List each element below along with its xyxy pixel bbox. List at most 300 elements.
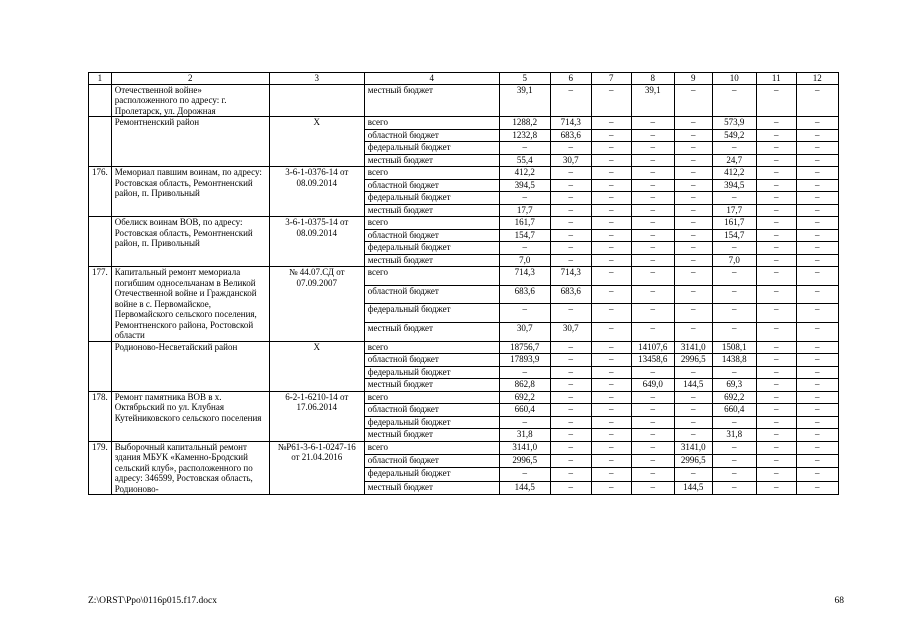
amount-cell: – <box>674 129 712 142</box>
amount-cell: – <box>756 454 796 467</box>
amount-cell: – <box>674 322 712 341</box>
amount-cell: – <box>591 304 631 323</box>
table-row <box>89 441 839 454</box>
amount-cell: – <box>674 217 712 230</box>
amount-cell: – <box>674 304 712 323</box>
amount-cell: – <box>631 254 674 267</box>
amount-cell: 18756,7 <box>499 341 550 354</box>
amount-cell: – <box>756 391 796 404</box>
document-number: №Р61-3-6-1-0247-16 от 21.04.2016 <box>269 441 364 495</box>
amount-cell: – <box>796 454 838 467</box>
table-row <box>89 117 839 130</box>
amount-cell: – <box>591 204 631 217</box>
amount-cell: – <box>796 117 838 130</box>
document-number: 3-6-1-0376-14 от 08.09.2014 <box>269 167 364 217</box>
funding-source: всего <box>364 391 499 404</box>
amount-cell: – <box>631 117 674 130</box>
header-row <box>89 73 839 85</box>
amount-cell: – <box>550 416 591 429</box>
funding-source: федеральный бюджет <box>364 142 499 155</box>
amount-cell: – <box>631 242 674 255</box>
document-number: Х <box>269 341 364 391</box>
amount-cell: – <box>499 304 550 323</box>
amount-cell: – <box>631 366 674 379</box>
amount-cell: – <box>550 429 591 442</box>
funding-source: местный бюджет <box>364 154 499 167</box>
amount-cell: 7,0 <box>712 254 756 267</box>
amount-cell: – <box>712 366 756 379</box>
amount-cell: – <box>591 341 631 354</box>
amount-cell: – <box>631 267 674 286</box>
amount-cell: – <box>591 242 631 255</box>
amount-cell: 573,9 <box>712 117 756 130</box>
amount-cell: – <box>591 404 631 417</box>
amount-cell: – <box>631 154 674 167</box>
amount-cell: – <box>591 354 631 367</box>
row-number: 179. <box>89 441 112 495</box>
amount-cell: – <box>591 254 631 267</box>
amount-cell: – <box>674 404 712 417</box>
amount-cell: – <box>591 379 631 392</box>
amount-cell: – <box>631 404 674 417</box>
amount-cell: 394,5 <box>712 179 756 192</box>
object-name: Родионово-Несветайский район <box>111 341 269 391</box>
amount-cell: – <box>631 429 674 442</box>
amount-cell: – <box>796 304 838 323</box>
amount-cell: – <box>591 441 631 454</box>
amount-cell: 154,7 <box>499 229 550 242</box>
amount-cell: – <box>591 142 631 155</box>
amount-cell: – <box>756 142 796 155</box>
amount-cell: – <box>631 285 674 304</box>
amount-cell: – <box>796 416 838 429</box>
funding-source: федеральный бюджет <box>364 242 499 255</box>
amount-cell: – <box>631 304 674 323</box>
funding-source: областной бюджет <box>364 179 499 192</box>
header-cell: 10 <box>712 73 756 85</box>
amount-cell: 17893,9 <box>499 354 550 367</box>
amount-cell: – <box>796 192 838 205</box>
amount-cell: – <box>756 204 796 217</box>
amount-cell: – <box>591 129 631 142</box>
amount-cell: – <box>756 84 796 117</box>
funding-source: областной бюджет <box>364 129 499 142</box>
amount-cell: – <box>674 429 712 442</box>
amount-cell: – <box>499 468 550 481</box>
amount-cell: – <box>550 481 591 494</box>
amount-cell: – <box>756 154 796 167</box>
amount-cell: 394,5 <box>499 179 550 192</box>
amount-cell: – <box>756 267 796 286</box>
amount-cell: – <box>756 192 796 205</box>
amount-cell: – <box>756 242 796 255</box>
document-number <box>269 84 364 117</box>
amount-cell: – <box>796 179 838 192</box>
amount-cell: – <box>674 204 712 217</box>
amount-cell: – <box>631 167 674 180</box>
amount-cell: 714,3 <box>550 117 591 130</box>
funding-source: всего <box>364 217 499 230</box>
amount-cell: – <box>756 254 796 267</box>
amount-cell: – <box>591 179 631 192</box>
amount-cell: – <box>674 179 712 192</box>
funding-source: всего <box>364 267 499 286</box>
amount-cell: – <box>796 204 838 217</box>
object-name: Мемориал павшим воинам, по адресу: Ростовская область, Ремонтненский район, п. Привольный <box>111 167 269 217</box>
amount-cell: – <box>591 285 631 304</box>
amount-cell: – <box>631 322 674 341</box>
funding-source: всего <box>364 341 499 354</box>
amount-cell: – <box>550 84 591 117</box>
amount-cell: – <box>712 454 756 467</box>
amount-cell: – <box>591 468 631 481</box>
amount-cell: – <box>550 167 591 180</box>
funding-source: местный бюджет <box>364 481 499 494</box>
amount-cell: – <box>674 242 712 255</box>
amount-cell: – <box>550 354 591 367</box>
amount-cell: – <box>550 192 591 205</box>
amount-cell: – <box>550 142 591 155</box>
amount-cell: – <box>550 242 591 255</box>
amount-cell: – <box>796 354 838 367</box>
amount-cell: 660,4 <box>712 404 756 417</box>
amount-cell: 17,7 <box>712 204 756 217</box>
amount-cell: – <box>756 481 796 494</box>
amount-cell: – <box>499 416 550 429</box>
amount-cell: – <box>712 468 756 481</box>
object-name: Обелиск воинам ВОВ, по адресу: Ростовская область, Ремонтненский район, п. Привольный <box>111 217 269 267</box>
amount-cell: 24,7 <box>712 154 756 167</box>
header-cell: 11 <box>756 73 796 85</box>
amount-cell: 39,1 <box>499 84 550 117</box>
funding-source: федеральный бюджет <box>364 416 499 429</box>
amount-cell: – <box>674 229 712 242</box>
amount-cell: – <box>796 391 838 404</box>
amount-cell: – <box>550 179 591 192</box>
header-cell: 3 <box>269 73 364 85</box>
amount-cell: – <box>674 154 712 167</box>
amount-cell: – <box>631 481 674 494</box>
amount-cell: 683,6 <box>499 285 550 304</box>
amount-cell: 3141,0 <box>499 441 550 454</box>
table-row <box>89 341 839 354</box>
amount-cell: – <box>550 229 591 242</box>
amount-cell: – <box>591 192 631 205</box>
object-name: Ремонт памятника ВОВ в х. Октябрьский по ул. Клубная Кутейниковского сельского поселения <box>111 391 269 441</box>
amount-cell: 412,2 <box>499 167 550 180</box>
row-number: 177. <box>89 267 112 342</box>
amount-cell: 144,5 <box>674 481 712 494</box>
amount-cell: – <box>631 468 674 481</box>
amount-cell: 412,2 <box>712 167 756 180</box>
funding-source: местный бюджет <box>364 84 499 117</box>
amount-cell: – <box>756 379 796 392</box>
amount-cell: 69,3 <box>712 379 756 392</box>
page-number: 68 <box>834 596 844 606</box>
amount-cell: 30,7 <box>550 322 591 341</box>
funding-source: федеральный бюджет <box>364 468 499 481</box>
funding-source: федеральный бюджет <box>364 366 499 379</box>
header-cell: 7 <box>591 73 631 85</box>
footer-file-path: Z:\ORST\Ppo\0116p015.f17.docx <box>88 596 217 606</box>
amount-cell: – <box>756 285 796 304</box>
amount-cell: – <box>674 167 712 180</box>
amount-cell: 31,8 <box>499 429 550 442</box>
amount-cell: 692,2 <box>499 391 550 404</box>
amount-cell: – <box>712 192 756 205</box>
amount-cell: 7,0 <box>499 254 550 267</box>
amount-cell: – <box>631 454 674 467</box>
amount-cell: 14107,6 <box>631 341 674 354</box>
funding-source: областной бюджет <box>364 285 499 304</box>
funding-source: местный бюджет <box>364 379 499 392</box>
amount-cell: – <box>796 481 838 494</box>
amount-cell: 55,4 <box>499 154 550 167</box>
amount-cell: – <box>712 481 756 494</box>
amount-cell: 30,7 <box>550 154 591 167</box>
amount-cell: – <box>550 366 591 379</box>
amount-cell: – <box>796 129 838 142</box>
amount-cell: – <box>756 366 796 379</box>
amount-cell: – <box>756 304 796 323</box>
amount-cell: – <box>674 254 712 267</box>
amount-cell: 161,7 <box>712 217 756 230</box>
amount-cell: – <box>591 217 631 230</box>
amount-cell: – <box>591 454 631 467</box>
amount-cell: 2996,5 <box>499 454 550 467</box>
amount-cell: 161,7 <box>499 217 550 230</box>
amount-cell: – <box>674 366 712 379</box>
amount-cell: 1508,1 <box>712 341 756 354</box>
amount-cell: – <box>796 84 838 117</box>
amount-cell: – <box>712 142 756 155</box>
amount-cell: 1232,8 <box>499 129 550 142</box>
amount-cell: – <box>756 129 796 142</box>
amount-cell: 13458,6 <box>631 354 674 367</box>
amount-cell: – <box>796 441 838 454</box>
row-number <box>89 341 112 391</box>
amount-cell: – <box>591 366 631 379</box>
amount-cell: – <box>712 84 756 117</box>
amount-cell: – <box>631 441 674 454</box>
amount-cell: – <box>796 229 838 242</box>
amount-cell: – <box>550 304 591 323</box>
funding-source: областной бюджет <box>364 229 499 242</box>
header-cell: 9 <box>674 73 712 85</box>
amount-cell: – <box>756 322 796 341</box>
object-name: Ремонтненский район <box>111 117 269 167</box>
amount-cell: – <box>591 117 631 130</box>
amount-cell: – <box>591 322 631 341</box>
amount-cell: – <box>550 404 591 417</box>
funding-source: местный бюджет <box>364 204 499 217</box>
header-cell: 12 <box>796 73 838 85</box>
funding-source: всего <box>364 167 499 180</box>
object-name: Отечественной войне» расположенного по адресу: г. Пролетарск, ул. Дорожная <box>111 84 269 117</box>
amount-cell: – <box>796 379 838 392</box>
amount-cell: – <box>796 404 838 417</box>
header-cell: 2 <box>111 73 269 85</box>
funding-source: федеральный бюджет <box>364 192 499 205</box>
object-name: Выборочный капитальный ремонт здания МБУК «Каменно-Бродский сельский клуб», расположенного по адресу: 346599, Ростовская область, Родионово- <box>111 441 269 495</box>
funding-source: всего <box>364 441 499 454</box>
amount-cell: – <box>591 416 631 429</box>
funding-source: областной бюджет <box>364 404 499 417</box>
amount-cell: 144,5 <box>499 481 550 494</box>
amount-cell: – <box>550 379 591 392</box>
amount-cell: 714,3 <box>550 267 591 286</box>
amount-cell: 17,7 <box>499 204 550 217</box>
amount-cell: – <box>796 254 838 267</box>
amount-cell: – <box>631 192 674 205</box>
amount-cell: – <box>550 454 591 467</box>
amount-cell: – <box>591 154 631 167</box>
funding-source: областной бюджет <box>364 354 499 367</box>
amount-cell: – <box>756 217 796 230</box>
amount-cell: – <box>550 217 591 230</box>
amount-cell: – <box>550 341 591 354</box>
amount-cell: 3141,0 <box>674 341 712 354</box>
header-cell: 8 <box>631 73 674 85</box>
amount-cell: 2996,5 <box>674 454 712 467</box>
amount-cell: – <box>591 267 631 286</box>
amount-cell: – <box>591 229 631 242</box>
amount-cell: – <box>756 167 796 180</box>
amount-cell: – <box>796 285 838 304</box>
amount-cell: – <box>674 117 712 130</box>
amount-cell: – <box>550 441 591 454</box>
table-row <box>89 84 839 117</box>
amount-cell: – <box>796 154 838 167</box>
document-number: 6-2-1-6210-14 от 17.06.2014 <box>269 391 364 441</box>
funding-source: всего <box>364 117 499 130</box>
amount-cell: – <box>631 391 674 404</box>
amount-cell: – <box>796 142 838 155</box>
amount-cell: – <box>712 242 756 255</box>
header-cell: 5 <box>499 73 550 85</box>
amount-cell: – <box>712 267 756 286</box>
amount-cell: – <box>499 192 550 205</box>
amount-cell: 144,5 <box>674 379 712 392</box>
amount-cell: 714,3 <box>499 267 550 286</box>
amount-cell: – <box>499 366 550 379</box>
document-number: Х <box>269 117 364 167</box>
amount-cell: – <box>756 354 796 367</box>
amount-cell: – <box>712 285 756 304</box>
amount-cell: 549,2 <box>712 129 756 142</box>
amount-cell: 3141,0 <box>674 441 712 454</box>
amount-cell: – <box>591 481 631 494</box>
amount-cell: – <box>796 217 838 230</box>
header-cell: 1 <box>89 73 112 85</box>
amount-cell: – <box>674 84 712 117</box>
amount-cell: – <box>499 142 550 155</box>
amount-cell: 2996,5 <box>674 354 712 367</box>
amount-cell: – <box>499 242 550 255</box>
amount-cell: – <box>796 341 838 354</box>
funding-source: местный бюджет <box>364 322 499 341</box>
amount-cell: – <box>796 267 838 286</box>
amount-cell: – <box>550 468 591 481</box>
amount-cell: – <box>550 391 591 404</box>
amount-cell: – <box>550 204 591 217</box>
funding-source: местный бюджет <box>364 429 499 442</box>
amount-cell: 39,1 <box>631 84 674 117</box>
amount-cell: – <box>674 468 712 481</box>
amount-cell: – <box>756 229 796 242</box>
row-number: 176. <box>89 167 112 217</box>
amount-cell: – <box>756 341 796 354</box>
table-row <box>89 391 839 404</box>
amount-cell: 862,8 <box>499 379 550 392</box>
header-cell: 4 <box>364 73 499 85</box>
amount-cell: – <box>712 441 756 454</box>
amount-cell: 154,7 <box>712 229 756 242</box>
amount-cell: 660,4 <box>499 404 550 417</box>
amount-cell: – <box>631 416 674 429</box>
amount-cell: – <box>756 416 796 429</box>
budget-table <box>88 72 839 495</box>
amount-cell: – <box>756 117 796 130</box>
amount-cell: – <box>712 304 756 323</box>
amount-cell: – <box>756 441 796 454</box>
amount-cell: – <box>796 366 838 379</box>
amount-cell: – <box>631 129 674 142</box>
object-name: Капитальный ремонт мемориала погибшим односельчанам в Великой Отечественной войне и Гражданской войне в с. Первомайское, Первомайского сельского поселения, Ремонтненского района, Ростовской области <box>111 267 269 342</box>
amount-cell: – <box>631 179 674 192</box>
amount-cell: – <box>631 229 674 242</box>
amount-cell: 683,6 <box>550 129 591 142</box>
amount-cell: 31,8 <box>712 429 756 442</box>
table-row <box>89 167 839 180</box>
amount-cell: – <box>796 322 838 341</box>
amount-cell: – <box>712 322 756 341</box>
table-row <box>89 267 839 286</box>
amount-cell: – <box>591 429 631 442</box>
row-number <box>89 84 112 117</box>
amount-cell: 649,0 <box>631 379 674 392</box>
row-number <box>89 217 112 267</box>
amount-cell: – <box>550 254 591 267</box>
header-cell: 6 <box>550 73 591 85</box>
amount-cell: – <box>591 84 631 117</box>
amount-cell: – <box>674 142 712 155</box>
amount-cell: – <box>674 267 712 286</box>
amount-cell: – <box>631 142 674 155</box>
amount-cell: – <box>591 167 631 180</box>
amount-cell: – <box>674 391 712 404</box>
amount-cell: – <box>756 468 796 481</box>
amount-cell: – <box>591 391 631 404</box>
amount-cell: – <box>756 429 796 442</box>
amount-cell: 30,7 <box>499 322 550 341</box>
document-number: 3-6-1-0375-14 от 08.09.2014 <box>269 217 364 267</box>
row-number <box>89 117 112 167</box>
funding-source: областной бюджет <box>364 454 499 467</box>
amount-cell: – <box>712 416 756 429</box>
amount-cell: – <box>631 204 674 217</box>
amount-cell: – <box>796 242 838 255</box>
amount-cell: – <box>674 192 712 205</box>
amount-cell: – <box>796 468 838 481</box>
funding-source: местный бюджет <box>364 254 499 267</box>
funding-source: федеральный бюджет <box>364 304 499 323</box>
table-row <box>89 217 839 230</box>
amount-cell: – <box>631 217 674 230</box>
amount-cell: – <box>674 285 712 304</box>
amount-cell: 692,2 <box>712 391 756 404</box>
table-body <box>89 73 839 495</box>
